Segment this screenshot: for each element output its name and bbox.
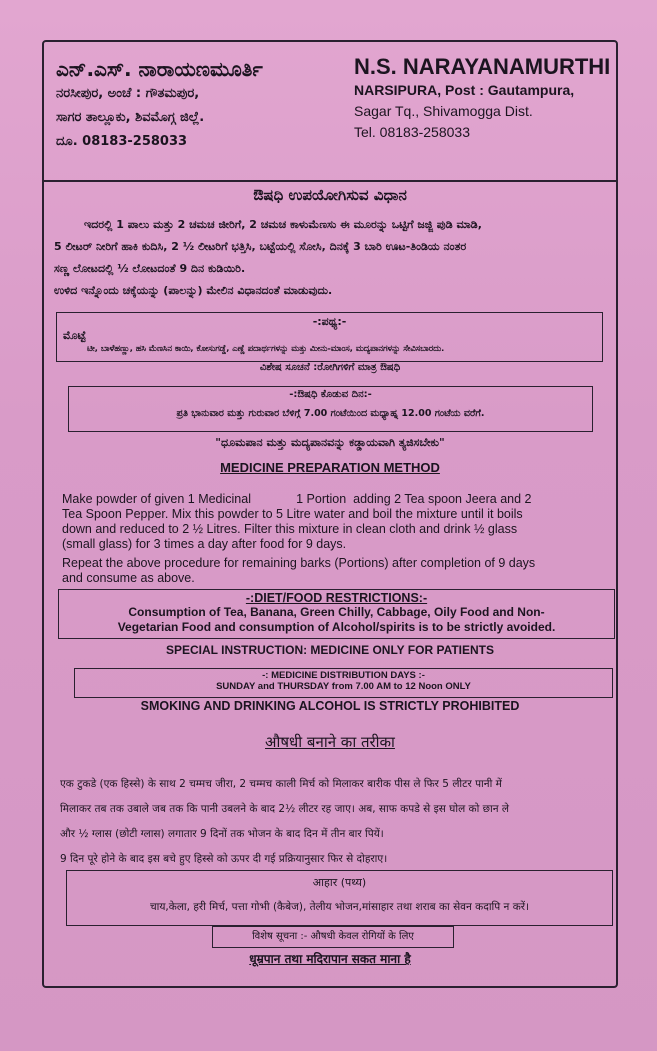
en-diet-title: -:DIET/FOOD RESTRICTIONS:- xyxy=(245,591,428,605)
hi-diet-title: आहार (पथ्य) xyxy=(312,876,367,889)
hi-para-line-2: मिलाकर तब तक उबाले जब तक कि पानी उबलने के बाद 2½ लीटर रह जाए। अब, साफ कपडे से इस घोल को छान ले xyxy=(60,803,510,815)
hi-para-line-1: एक टुकडे (एक हिस्से) के साथ 2 चम्मच जीरा, 2 चम्मच काली मिर्च को मिलाकर बारीक पीस ले फिर 5 लीटर पानी में xyxy=(60,778,502,790)
leaflet-border xyxy=(42,40,618,988)
kn-para-line-3: ಸಣ್ಣ ಲೋಟದಲ್ಲಿ ½ ಲೋಟದಂತೆ 9 ದಿನ ಕುಡಿಯಿರಿ. xyxy=(54,262,246,275)
kn-special-instruction: ವಿಶೇಷ ಸೂಚನೆ :ರೋಗಿಗಳಿಗೆ ಮಾತ್ರ ಔಷಧಿ xyxy=(259,362,401,373)
en-diet-line-1: Consumption of Tea, Banana, Green Chilly, Cabbage, Oily Food and Non- xyxy=(128,605,545,619)
hi-special-instruction: विशेष सूचना :- औषधी केवल रोगियों के लिए xyxy=(252,931,414,942)
hi-diet-text: चाय,केला, हरी मिर्च, पत्ता गोभी (कैबेज), तेलीय भोजन,मांसाहार तथा शराब का सेवन कदापि न करें। xyxy=(149,901,530,913)
hi-special-box xyxy=(212,926,454,948)
en-special-instruction: SPECIAL INSTRUCTION: MEDICINE ONLY FOR PATIENTS xyxy=(165,643,495,657)
hi-instructions xyxy=(60,772,612,872)
header-english xyxy=(354,54,612,143)
kn-smoking-notice: "ಧೂಮಪಾನ ಮತ್ತು ಮದ್ಯಪಾನವನ್ನು ಕಡ್ಡಾಯವಾಗಿ ತ್ಯಜಿಸಬೇಕು" xyxy=(215,436,445,449)
en-para-line-5: Repeat the above procedure for remaining barks (Portions) after completion of 9 days xyxy=(62,556,536,570)
en-days-title: -: MEDICINE DISTRIBUTION DAYS :- xyxy=(262,670,425,681)
header-kn-address-1: ನರಸೀಪುರ, ಅಂಚೆ : ಗೌತಮಪುರ, xyxy=(56,86,200,101)
hi-smoking-notice: धूम्रपान तथा मदिरापान सकत माना है xyxy=(249,952,411,966)
en-smoking-notice: SMOKING AND DRINKING ALCOHOL IS STRICTLY PROHIBITED xyxy=(140,699,520,713)
en-days-text: SUNDAY and THURSDAY from 7.00 AM to 12 Noon ONLY xyxy=(216,681,471,692)
en-diet-box xyxy=(58,589,615,639)
en-section-title: MEDICINE PREPARATION METHOD xyxy=(220,460,440,475)
hi-section-title: औषधी बनाने का तरीका xyxy=(265,733,395,751)
hi-para-line-3: और ½ ग्लास (छोटी ग्लास) लगातार 9 दिनों तक भोजन के बाद दिन में तीन बार पियें। xyxy=(60,828,384,840)
kn-days-text: ಪ್ರತಿ ಭಾನುವಾರ ಮತ್ತು ಗುರುವಾರ ಬೆಳಿಗ್ಗೆ 7.00 ಗಂಟೆಯಿಂದ ಮಧ್ಯಾಹ್ನ 12.00 ಗಂಟೆಯ ವರೆಗೆ. xyxy=(176,408,485,419)
en-days-box xyxy=(74,668,613,698)
header-kn-name: ಎನ್.ಎಸ್. ನಾರಾಯಣಮೂರ್ತಿ xyxy=(56,57,263,81)
kn-days-box xyxy=(68,386,593,432)
kn-instructions xyxy=(54,214,606,302)
kn-diet-box xyxy=(56,312,603,362)
en-instructions xyxy=(62,492,610,586)
en-para-line-2: Tea Spoon Pepper. Mix this powder to 5 Litre water and boil the mixture until it boils xyxy=(62,507,523,521)
kn-days-title: -:ಔಷಧಿ ಕೊಡುವ ದಿನ:- xyxy=(289,389,372,400)
hi-diet-box xyxy=(66,870,613,926)
header-divider xyxy=(44,180,616,182)
header-kannada xyxy=(56,56,346,154)
en-para-line-6: and consume as above. xyxy=(62,571,195,585)
en-para-line-3: down and reduced to 2 ½ Litres. Filter this mixture in clean cloth and drink ½ glass xyxy=(62,522,518,536)
header-en-address-2: Sagar Tq., Shivamogga Dist. xyxy=(354,103,533,119)
kn-diet-label: ಮೊಟ್ಟೆ xyxy=(63,329,86,342)
en-para-line-4: (small glass) for 3 times a day after food for 9 days. xyxy=(62,537,347,551)
kn-section-title: ಔಷಧಿ ಉಪಯೋಗಿಸುವ ವಿಧಾನ xyxy=(253,186,407,204)
header-kn-phone: ದೂ. 08183-258033 xyxy=(56,134,188,149)
header-en-name: N.S. NARAYANAMURTHI xyxy=(354,54,611,79)
header-en-phone: Tel. 08183-258033 xyxy=(354,124,470,140)
kn-para-line-4: ಉಳಿದ ಇನ್ನೊಂದು ಚಕ್ಕೆಯನ್ನು (ಪಾಲನ್ನು) ಮೇಲಿನ ವಿಧಾನದಂತೆ ಮಾಡುವುದು. xyxy=(54,284,333,297)
hi-para-line-4: 9 दिन पूरे होने के बाद इस बचे हुए हिस्से को ऊपर दी गई प्रक्रियानुसार फिर से दोहराए। xyxy=(60,853,388,865)
header-en-address-1: NARSIPURA, Post : Gautampura, xyxy=(354,82,575,98)
en-diet-line-2: Vegetarian Food and consumption of Alcohol/spirits is to be strictly avoided. xyxy=(117,620,556,634)
kn-para-line-2: 5 ಲೀಟರ್ ನೀರಿಗೆ ಹಾಕಿ ಕುದಿಸಿ, 2 ½ ಲೀಟರಿಗೆ ಭತ್ತಿಸಿ, ಬಟ್ಟೆಯಲ್ಲಿ ಸೋಸಿ, ದಿನಕ್ಕೆ 3 ಬಾರಿ ಊಟ-ತಿಂಡಿಯ ನಂತರ xyxy=(54,240,467,253)
header-kn-address-2: ಸಾಗರ ತಾಲ್ಲೂಕು, ಶಿವಮೊಗ್ಗ ಜಿಲ್ಲೆ. xyxy=(56,110,205,125)
kn-para-line-1: ಇದರಲ್ಲಿ 1 ಪಾಲು ಮತ್ತು 2 ಚಮಚ ಜೀರಿಗೆ, 2 ಚಮಚ ಕಾಳುಮೆಣಸು ಈ ಮೂರನ್ನು ಒಟ್ಟಿಗೆ ಜಜ್ಜಿ ಪುಡಿ ಮಾಡಿ, xyxy=(84,218,482,231)
kn-diet-title: -:ಪಥ್ಯ:- xyxy=(312,315,347,328)
kn-diet-text: ಟೀ, ಬಾಳೆಹಣ್ಣು, ಹಸಿ ಮೆಣಸಿನ ಕಾಯಿ, ಕೋಸುಗಡ್ಡೆ, ಎಣ್ಣೆ ಪದಾರ್ಥಗಳನ್ನು ಮತ್ತು ಮೀನು-ಮಾಂಸ, ಮದ್ಯಪಾನಗಳನ್ನು ಸೇವಿಸಬಾರದು. xyxy=(87,343,445,353)
en-para-line-1: Make powder of given 1 Medicinal 1 Portion adding 2 Tea spoon Jeera and 2 xyxy=(62,492,532,506)
